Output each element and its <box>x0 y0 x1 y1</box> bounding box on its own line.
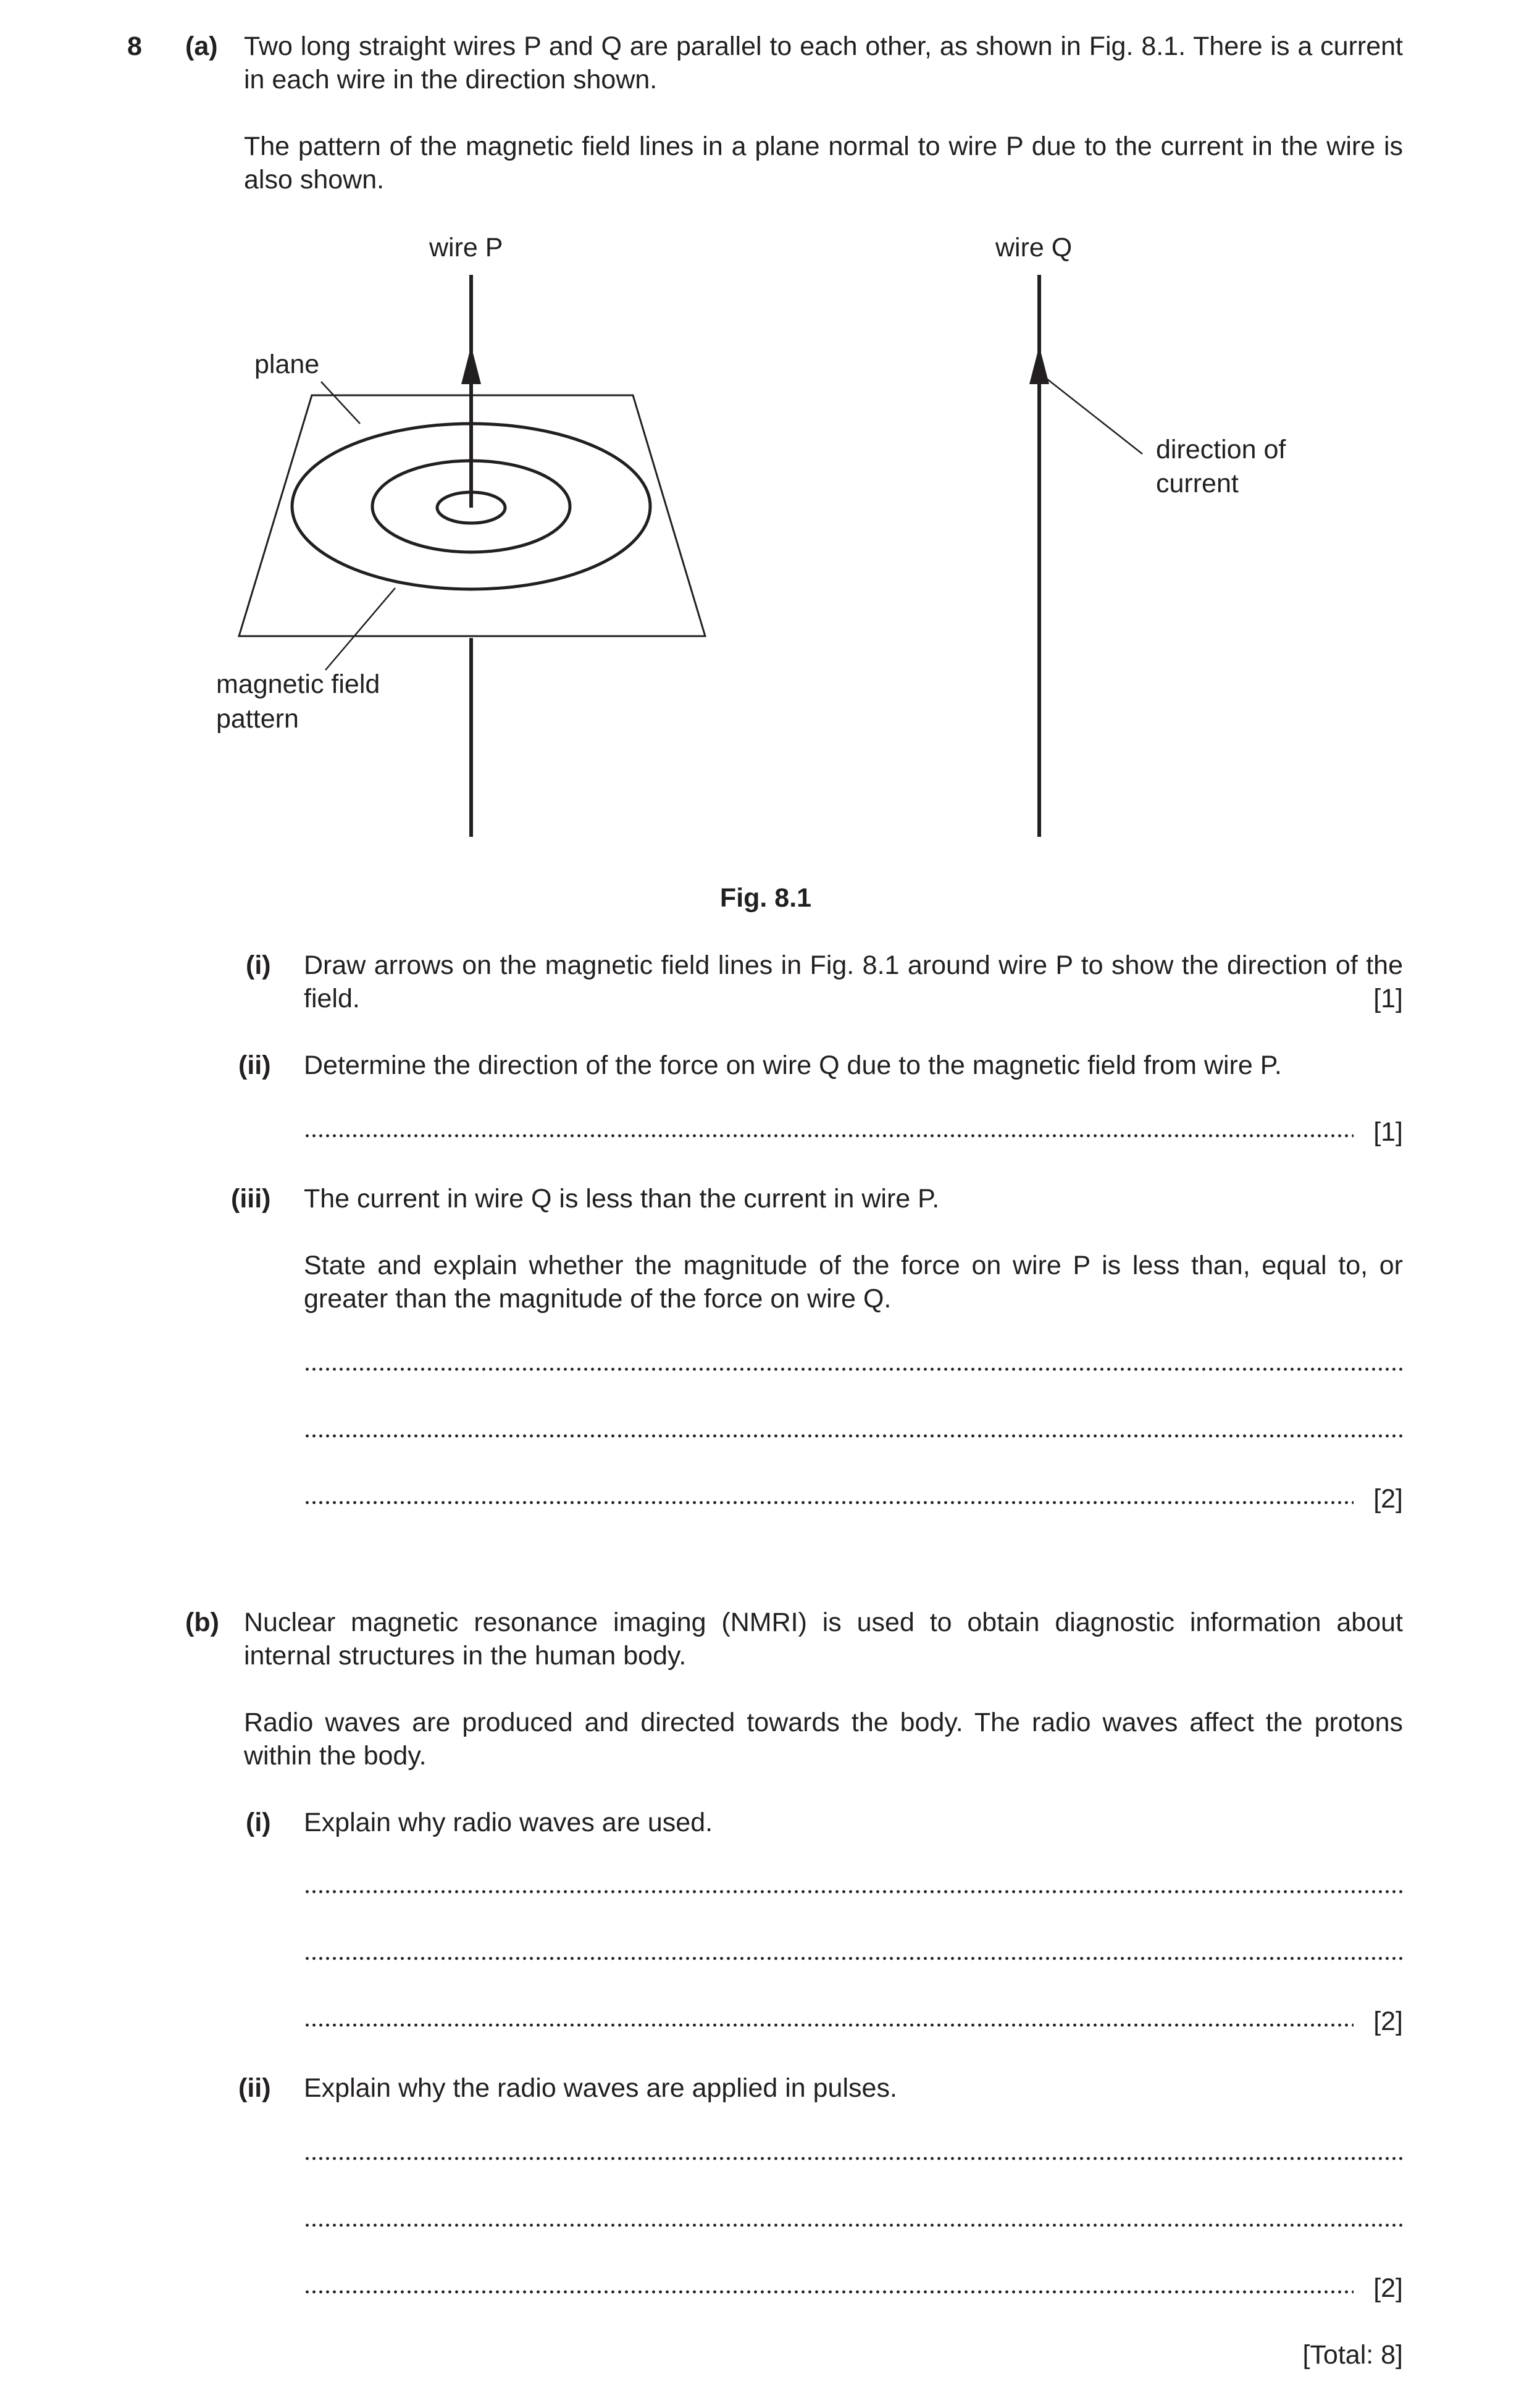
field-label-line-2: pattern <box>216 704 299 734</box>
part-a-iii-answer-line-2[interactable] <box>304 1416 1403 1428</box>
part-a-ii-label: (ii) <box>238 1051 271 1080</box>
part-b-ii-label: (ii) <box>238 2073 271 2103</box>
total-marks: [Total: 8] <box>1302 2340 1403 2370</box>
part-b-i-label: (i) <box>246 1808 271 1837</box>
part-a-iii-answer-line-1[interactable] <box>304 1349 1403 1361</box>
direction-label-line-2: current <box>1156 469 1239 498</box>
part-b-i-marks: [2] <box>1373 2007 1403 2036</box>
figure-8-1 <box>0 0 1532 939</box>
part-b-i-answer-line-3[interactable] <box>304 2005 1403 2036</box>
direction-label-line-1: direction of <box>1156 435 1286 464</box>
part-a-ii-answer-line[interactable] <box>304 1115 1403 1147</box>
figure-caption: Fig. 8.1 <box>719 883 812 913</box>
part-a-i-marks: [1] <box>1373 984 1403 1013</box>
part-b-ii-answer-line-3[interactable] <box>304 2272 1403 2303</box>
part-b-ii-marks: [2] <box>1373 2273 1403 2303</box>
direction-leader-line <box>1044 377 1142 454</box>
part-a-iii-label: (iii) <box>231 1184 271 1214</box>
part-a-ii-marks: [1] <box>1373 1117 1403 1147</box>
part-a-iii-text-1: The current in wire Q is less than the current in wire P. <box>304 1184 940 1214</box>
field-label-line-1: magnetic field <box>216 669 380 699</box>
plane-label: plane <box>254 350 320 379</box>
wire-p-label: wire P <box>429 233 503 262</box>
question-number: 8 <box>127 31 142 61</box>
part-a-intro-1: Two long straight wires P and Q are parallel to each other, as shown in Fig. 8.1. There is a current in each wire in the direction shown. <box>244 31 1403 94</box>
part-a-iii-text-2: State and explain whether the magnitude of the force on wire P is less than, equal to, or greater than the magnitude of the force on wire Q. <box>304 1251 1403 1314</box>
part-b-label: (b) <box>185 1608 219 1637</box>
part-a-iii-marks: [2] <box>1373 1484 1403 1514</box>
part-b-intro-1: Nuclear magnetic resonance imaging (NMRI) is used to obtain diagnostic information about internal structures in the human body. <box>244 1608 1403 1671</box>
part-b-ii-text: Explain why the radio waves are applied in pulses. <box>304 2073 897 2103</box>
wire-p-current-arrow <box>461 346 481 384</box>
part-b-i-text: Explain why radio waves are used. <box>304 1808 713 1837</box>
part-a-iii-answer-line-3[interactable] <box>304 1482 1403 1514</box>
part-b-ii-answer-line-1[interactable] <box>304 2138 1403 2150</box>
part-b-ii-answer-line-2[interactable] <box>304 2205 1403 2217</box>
part-b-i-answer-line-1[interactable] <box>304 1871 1403 1884</box>
part-b-intro-2: Radio waves are produced and directed towards the body. The radio waves affect the protons within the body. <box>244 1708 1403 1771</box>
part-a-i-text: Draw arrows on the magnetic field lines in Fig. 8.1 around wire P to show the direction of the field. <box>304 950 1403 1013</box>
part-a-i-label: (i) <box>246 950 271 980</box>
part-a-label: (a) <box>185 31 218 61</box>
plane-leader-line <box>321 382 360 424</box>
wire-q-label: wire Q <box>995 233 1073 262</box>
part-a-ii-text: Determine the direction of the force on wire Q due to the magnetic field from wire P. <box>304 1051 1282 1080</box>
field-leader-line <box>325 588 395 670</box>
part-a-intro-2: The pattern of the magnetic field lines in a plane normal to wire P due to the current in the wire is also shown. <box>244 132 1403 195</box>
part-b-i-answer-line-2[interactable] <box>304 1938 1403 1950</box>
